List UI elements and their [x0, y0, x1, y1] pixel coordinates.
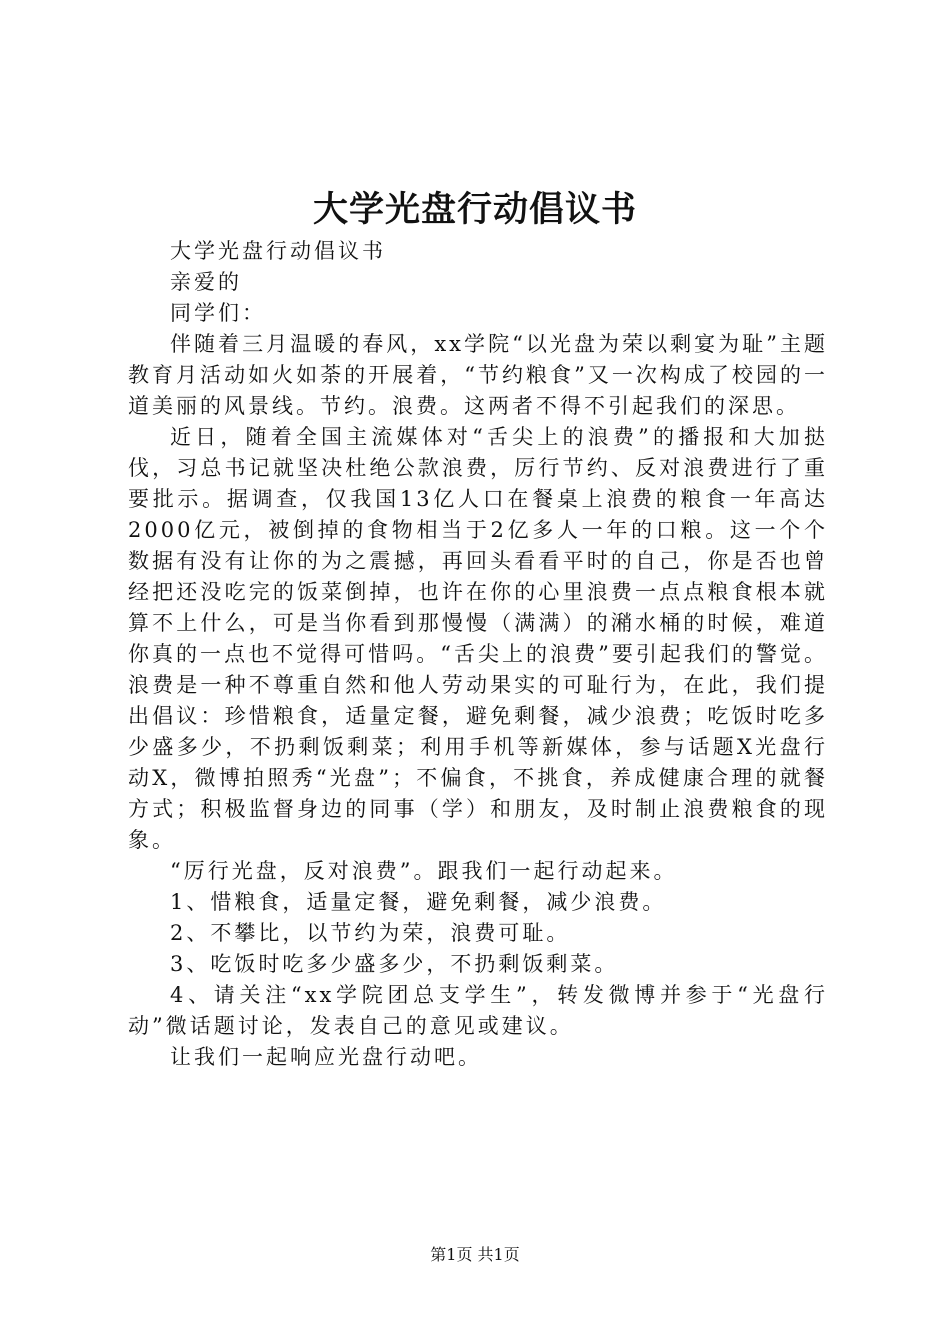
paragraph-main: 近日，随着全国主流媒体对“舌尖上的浪费”的播报和大加挞伐，习总书记就坚决杜绝公款浪费，厉行节约、反对浪费进行了重要批示。据调查，仅我国13亿人口在餐桌上浪费的粮食一年高达2000亿元，被倒掉的食物相当于2亿多人一年的口粮。这一个个数据有没有让你的为之震撼，再回头看看平时的自己，你是否也曾经把还没吃完的饭菜倒掉，也许在你的心里浪费一点点粮食根本就算不上什么，可是当你看到那慢慢（满满）的潲水桶的时候，难道你真的一点也不觉得可惜吗。“舌尖上的浪费”要引起我们的警觉。浪费是一种不尊重自然和他人劳动果实的可耻行为，在此，我们提出倡议：珍惜粮食，适量定餐，避免剩餐，减少浪费；吃饭时吃多少盛多少，不扔剩饭剩菜；利用手机等新媒体，参与话题X光盘行动X，微博拍照秀“光盘”；不偏食，不挑食，养成健康合理的就餐方式；积极监督身边的同事（学）和朋友，及时制止浪费粮食的现象。 — [128, 425, 828, 852]
paragraph-item-2: 2、不攀比，以节约为荣，浪费可耻。 — [170, 921, 571, 945]
document-body — [128, 236, 828, 1073]
paragraph-item-4: 4、请关注“xx学院团总支学生”，转发微博并参于“光盘行动”微话题讨论，发表自己的意见或建议。 — [128, 983, 828, 1038]
paragraph-heading: 大学光盘行动倡议书 — [170, 239, 386, 263]
paragraph-item-3: 3、吃饭时吃多少盛多少，不扔剩饭剩菜。 — [170, 952, 619, 976]
paragraph-intro: 伴随着三月温暖的春风，xx学院“以光盘为荣以剩宴为耻”主题教育月活动如火如荼的开展着，“节约粮食”又一次构成了校园的一道美丽的风景线。节约。浪费。这两者不得不引起我们的深思。 — [128, 332, 828, 418]
paragraph-salutation: 亲爱的 — [170, 270, 242, 294]
document-title: 大学光盘行动倡议书 — [312, 190, 637, 230]
paragraph-slogan: “厉行光盘，反对浪费”。跟我们一起行动起来。 — [170, 859, 678, 883]
paragraph-closing: 让我们一起响应光盘行动吧。 — [170, 1045, 482, 1069]
page-footer: 第1页 共1页 — [430, 1245, 520, 1264]
paragraph-item-1: 1、惜粮食，适量定餐，避免剩餐，减少浪费。 — [170, 890, 667, 914]
paragraph-addressee: 同学们： — [170, 301, 266, 325]
